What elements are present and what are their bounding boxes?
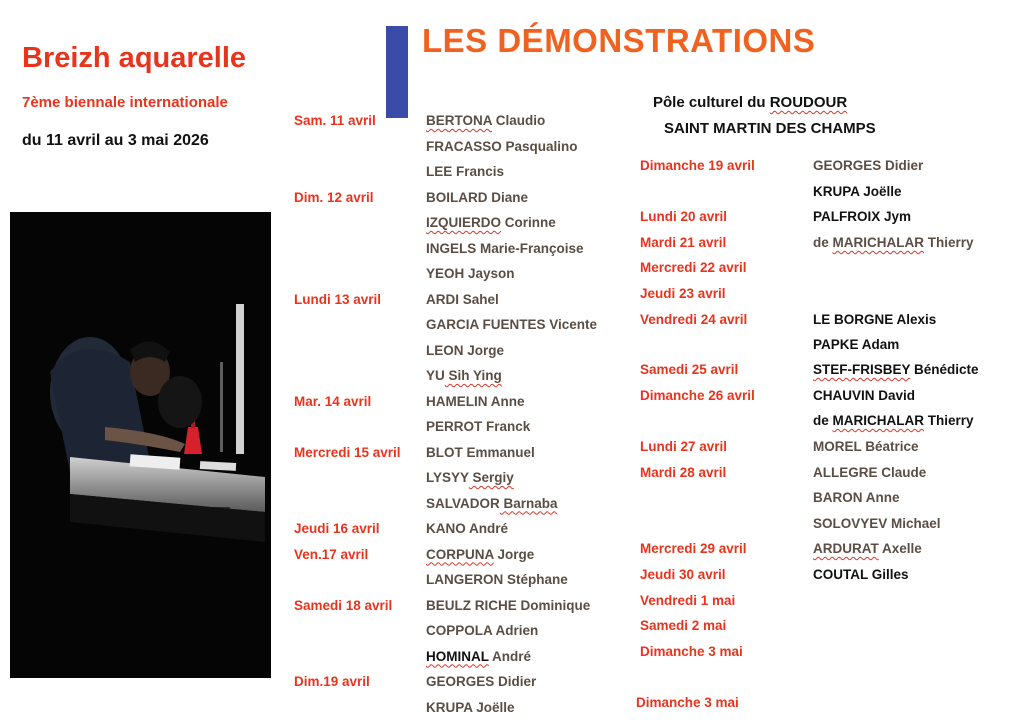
artist-name	[813, 362, 979, 377]
artist-surname: COPPOLA	[426, 623, 493, 638]
artist-surname: STEF-FRISBEY	[813, 362, 911, 377]
artist-name	[426, 343, 504, 358]
event-dates: du 11 avril au 3 mai 2026	[22, 132, 209, 149]
artist-surname: GEORGES	[426, 674, 495, 689]
artist-surname: BOILARD	[426, 189, 488, 205]
artist-surname: ARDI	[426, 291, 459, 307]
artist-firstname: Joëlle	[472, 699, 515, 715]
artist-surname: LYSYY	[426, 470, 469, 485]
artist-firstname: Didier	[881, 158, 924, 173]
schedule-date: Vendredi 1 mai	[640, 593, 736, 608]
artist-surname: COUTAL	[813, 567, 868, 582]
schedule-date: Dimanche 26 avril	[640, 388, 755, 403]
schedule-date: Dimanche 3 mai	[636, 695, 739, 710]
artist-surname: ALLEGRE	[813, 465, 878, 480]
artist-firstname: Francis	[452, 164, 505, 179]
artist-firstname: Axelle	[878, 541, 922, 556]
artist-name	[426, 394, 525, 409]
schedule-date: Mercredi 22 avril	[640, 260, 747, 275]
artist-firstname: Stéphane	[503, 572, 568, 587]
artist-firstname: Didier	[494, 674, 537, 689]
artist-firstname: Béatrice	[861, 439, 919, 454]
artist-name	[426, 547, 534, 562]
artist-surname: LANGERON	[426, 572, 504, 587]
artist-name	[813, 337, 899, 352]
schedule-date: Jeudi 23 avril	[640, 286, 726, 301]
artist-firstname: Emmanuel	[462, 444, 535, 460]
blue-accent-bar	[386, 26, 408, 118]
artist-name	[426, 190, 528, 205]
artist-name	[426, 164, 504, 179]
schedule-date: Jeudi 30 avril	[640, 567, 726, 582]
artist-name	[426, 419, 530, 434]
schedule-date: Dimanche 19 avril	[640, 158, 755, 173]
artist-painting-photo	[10, 212, 271, 678]
artist-surname: PALFROIX	[813, 209, 881, 224]
artist-surname: LEE	[426, 164, 453, 179]
artist-firstname: Thierry	[924, 235, 974, 250]
artist-firstname: Marie-Françoise	[476, 240, 584, 256]
schedule-date: Jeudi 16 avril	[294, 521, 380, 536]
artist-surname: BERTONA	[426, 113, 493, 128]
schedule-date: Mercredi 15 avril	[294, 444, 401, 460]
artist-name	[813, 235, 974, 250]
artist-firstname: Barnaba	[499, 495, 558, 511]
artist-firstname: Vicente	[545, 317, 598, 332]
schedule-date: Vendredi 24 avril	[640, 312, 748, 327]
artist-surname: MARICHALAR	[832, 413, 925, 428]
venue-line-1	[653, 94, 847, 111]
artist-surname: PAPKE	[813, 337, 859, 352]
artist-name	[426, 470, 514, 485]
schedule-date: Mar. 14 avril	[294, 393, 372, 409]
artist-firstname: Dominique	[516, 597, 591, 613]
artist-name	[426, 598, 590, 613]
artist-surname: SOLOVYEV	[813, 516, 888, 531]
artist-surname: LEON	[426, 342, 464, 358]
brand-title: Breizh aquarelle	[22, 42, 247, 74]
artist-surname: CHAUVIN	[813, 388, 875, 403]
artist-firstname: David	[874, 388, 916, 403]
artist-surname: YEOH	[426, 266, 465, 281]
artist-name	[426, 700, 515, 715]
schedule-date: Lundi 20 avril	[640, 209, 728, 224]
schedule-date: Mardi 21 avril	[640, 235, 727, 250]
artist-firstname: Adam	[858, 337, 900, 352]
artist-name	[813, 312, 936, 327]
event-subtitle: 7ème biennale internationale	[22, 94, 228, 111]
artist-surname: BEULZ RICHE	[426, 597, 517, 613]
artist-firstname: Anne	[862, 490, 900, 505]
artist-name	[426, 317, 597, 332]
artist-firstname: Claudio	[492, 113, 546, 128]
artist-surname: IZQUIERDO	[426, 215, 502, 230]
schedule-date: Lundi 13 avril	[294, 291, 382, 307]
name-prefix: de	[813, 413, 833, 428]
schedule-date: Sam. 11 avril	[294, 113, 376, 128]
artist-name	[813, 184, 902, 199]
artist-name	[813, 567, 909, 582]
artist-name	[813, 465, 926, 480]
artist-firstname: Claude	[877, 465, 927, 480]
artist-firstname: Anne	[487, 393, 525, 409]
artist-surname: GARCIA FUENTES	[426, 317, 546, 332]
artist-name	[813, 388, 915, 403]
artist-surname: BARON	[813, 490, 863, 505]
artist-surname: SALVADOR	[426, 495, 500, 511]
schedule-date: Dim.19 avril	[294, 674, 370, 689]
artist-firstname: André	[488, 648, 532, 664]
demonstrations-title: LES DÉMONSTRATIONS	[422, 22, 816, 59]
schedule-date: Mercredi 29 avril	[640, 541, 747, 556]
artist-surname: INGELS	[426, 240, 477, 256]
artist-surname: PERROT	[426, 419, 483, 434]
artist-name	[426, 521, 508, 536]
artist-surname: KRUPA	[813, 184, 860, 199]
artist-firstname: Pasqualino	[501, 138, 578, 154]
artist-surname: ARDURAT	[813, 541, 879, 556]
artist-firstname: Franck	[482, 419, 531, 434]
artist-firstname: Sergiy	[468, 470, 514, 485]
artist-firstname: Jorge	[463, 342, 505, 358]
artist-firstname: Jym	[880, 209, 912, 224]
artist-firstname: Sih Ying	[444, 368, 502, 383]
artist-firstname: Adrien	[492, 623, 539, 638]
photo-illustration	[10, 212, 271, 678]
artist-name	[813, 490, 900, 505]
name-prefix: de	[813, 235, 833, 250]
artist-name	[426, 113, 545, 128]
artist-name	[813, 439, 919, 454]
schedule-date: Samedi 18 avril	[294, 597, 393, 613]
artist-surname: CORPUNA	[426, 546, 494, 562]
artist-name	[813, 516, 941, 531]
schedule-date: Ven.17 avril	[294, 546, 369, 562]
artist-name	[813, 209, 911, 224]
artist-surname: FRACASSO	[426, 138, 502, 154]
schedule-date: Mardi 28 avril	[640, 465, 727, 480]
artist-firstname: Gilles	[868, 567, 909, 582]
venue-name: ROUDOUR	[769, 94, 848, 111]
artist-surname: KRUPA	[426, 699, 473, 715]
artist-surname: KANO	[426, 521, 466, 536]
artist-firstname: Jorge	[493, 546, 535, 562]
artist-firstname: Joëlle	[859, 184, 902, 199]
artist-name	[426, 623, 538, 638]
artist-surname: GEORGES	[813, 158, 882, 173]
artist-surname: YU	[426, 368, 445, 383]
schedule-date: Samedi 25 avril	[640, 362, 739, 377]
artist-name	[426, 674, 536, 689]
artist-surname: BLOT	[426, 444, 463, 460]
artist-name	[426, 445, 535, 460]
artist-firstname: Sahel	[459, 291, 499, 307]
artist-surname: HOMINAL	[426, 648, 489, 664]
schedule-date: Lundi 27 avril	[640, 439, 728, 454]
artist-surname: HAMELIN	[426, 393, 488, 409]
artist-firstname: Alexis	[893, 312, 937, 327]
artist-name	[426, 241, 584, 256]
artist-surname: MOREL	[813, 439, 862, 454]
artist-firstname: André	[465, 521, 509, 536]
artist-name	[813, 413, 974, 428]
venue-prefix: Pôle culturel du	[653, 94, 770, 111]
artist-firstname: Corinne	[501, 215, 556, 230]
artist-name	[813, 541, 922, 556]
venue-line-2: SAINT MARTIN DES CHAMPS	[664, 120, 876, 137]
artist-name	[426, 292, 499, 307]
artist-name	[426, 266, 515, 281]
artist-firstname: Thierry	[924, 413, 974, 428]
artist-name	[426, 215, 556, 230]
artist-surname: MARICHALAR	[832, 235, 925, 250]
artist-name	[426, 649, 531, 664]
artist-name	[426, 572, 568, 587]
schedule-date: Dim. 12 avril	[294, 189, 374, 205]
artist-firstname: Michael	[887, 516, 941, 531]
artist-firstname: Jayson	[464, 266, 515, 281]
artist-name	[426, 496, 558, 511]
artist-firstname: Diane	[487, 189, 529, 205]
schedule-date: Dimanche 3 mai	[640, 644, 743, 659]
artist-name	[426, 368, 502, 383]
schedule-date: Samedi 2 mai	[640, 618, 727, 633]
artist-name	[813, 158, 923, 173]
artist-firstname: Bénédicte	[910, 362, 979, 377]
artist-surname: LE BORGNE	[813, 312, 894, 327]
artist-name	[426, 139, 578, 154]
